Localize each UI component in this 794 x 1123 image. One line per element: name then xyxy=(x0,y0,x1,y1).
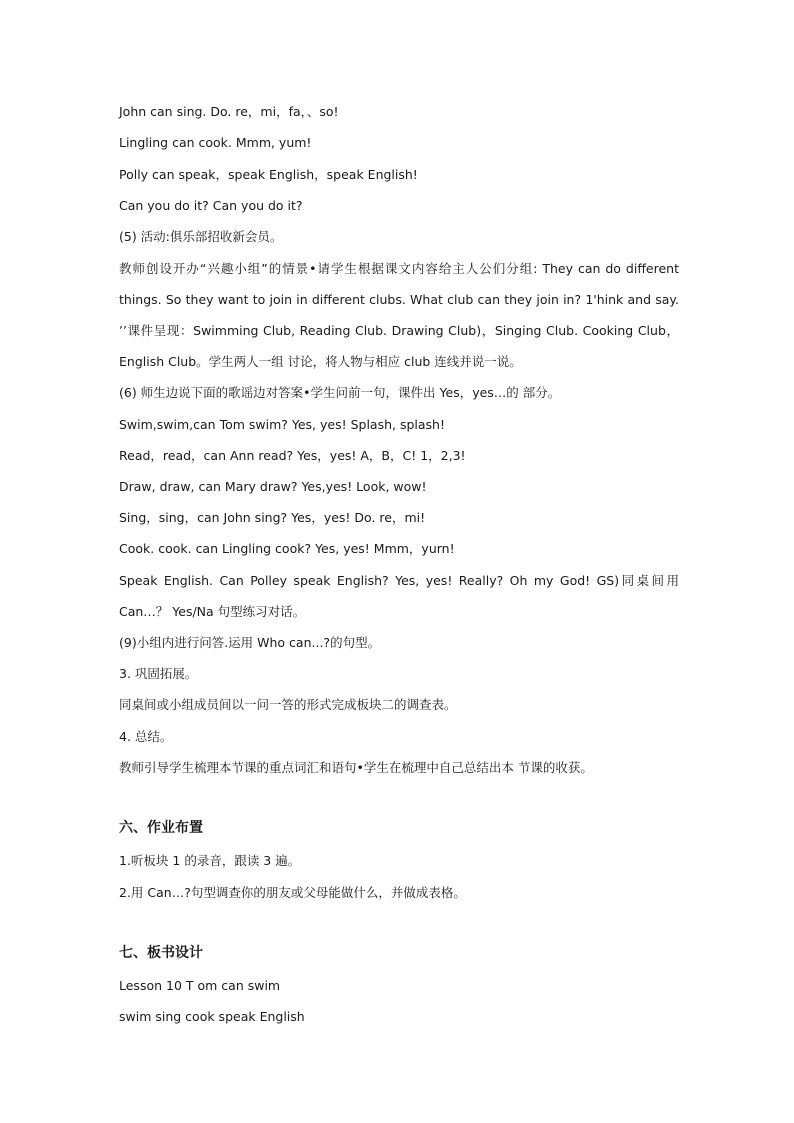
list-item: 2.用 Can…?句型调查你的朋友或父母能做什么，并做成表格。 xyxy=(119,885,466,900)
text-line: Cook. cook. can Lingling cook? Yes, yes! Mmm，yurn! xyxy=(119,541,455,556)
text-line: Sing，sing，can John sing? Yes，yes! Do. re，mi! xyxy=(119,510,426,525)
text-line: 教师引导学生梳理本节课的重点词汇和语句•学生在梳理中自己总结出本 节课的收获。 xyxy=(119,760,593,775)
text-line: Can you do it? Can you do it? xyxy=(119,198,303,213)
text-line: (9)小组内进行问答.运用 Who can...?的句型。 xyxy=(119,635,381,650)
paragraph: Speak English. Can Polley speak English? Yes, yes! Really? Oh my God! GS)同桌间用 Can…？ Yes/Na 句型练习对话。 xyxy=(119,573,679,619)
text-line: Lingling can cook. Mmm, yum! xyxy=(119,135,312,150)
text-line: Swim,swim,can Tom swim? Yes, yes! Splash, splash! xyxy=(119,417,445,432)
list-item: Lesson 10 T om can swim xyxy=(119,978,281,993)
text-line: Polly can speak，speak English，speak English! xyxy=(119,167,418,182)
list-item: 1.听板块 1 的录音，跟读 3 遍。 xyxy=(119,853,301,868)
text-line: John can sing. Do. re，mi，fa，、so! xyxy=(119,104,339,119)
text-line: Draw, draw, can Mary draw? Yes,yes! Look, wow! xyxy=(119,479,427,494)
text-line: (6) 师生边说下面的歌谣边对答案•学生问前一句，课件出 Yes，yes…的 部分。 xyxy=(119,385,561,400)
section-heading: 七、板书设计 xyxy=(119,945,203,961)
paragraph: 教师创设开办“兴趣小组”的情景•请学生根据课文内容给主人公们分组: They can do different things. So they want to join in different clubs. What club can they join in? 1'hink and say. ’’课件呈现：Swimming Club, Reading Club. Drawing Club)，Singing Club. Cooking Club，English Club。学生两人一组 讨论，将人物与相应 club 连线并说一说。 xyxy=(119,261,679,369)
section-heading: 六、作业布置 xyxy=(119,820,203,836)
text-line: 3. 巩固拓展。 xyxy=(119,666,198,681)
text-line: (5) 活动:俱乐部招收新会员。 xyxy=(119,229,283,244)
list-item: swim sing cook speak English xyxy=(119,1009,305,1024)
text-line: Read，read，can Ann read? Yes，yes! A，B，C! 1，2,3! xyxy=(119,448,466,463)
text-line: 同桌间或小组成员间以一问一答的形式完成板块二的调查表。 xyxy=(119,697,457,712)
text-line: 4. 总结。 xyxy=(119,729,173,744)
